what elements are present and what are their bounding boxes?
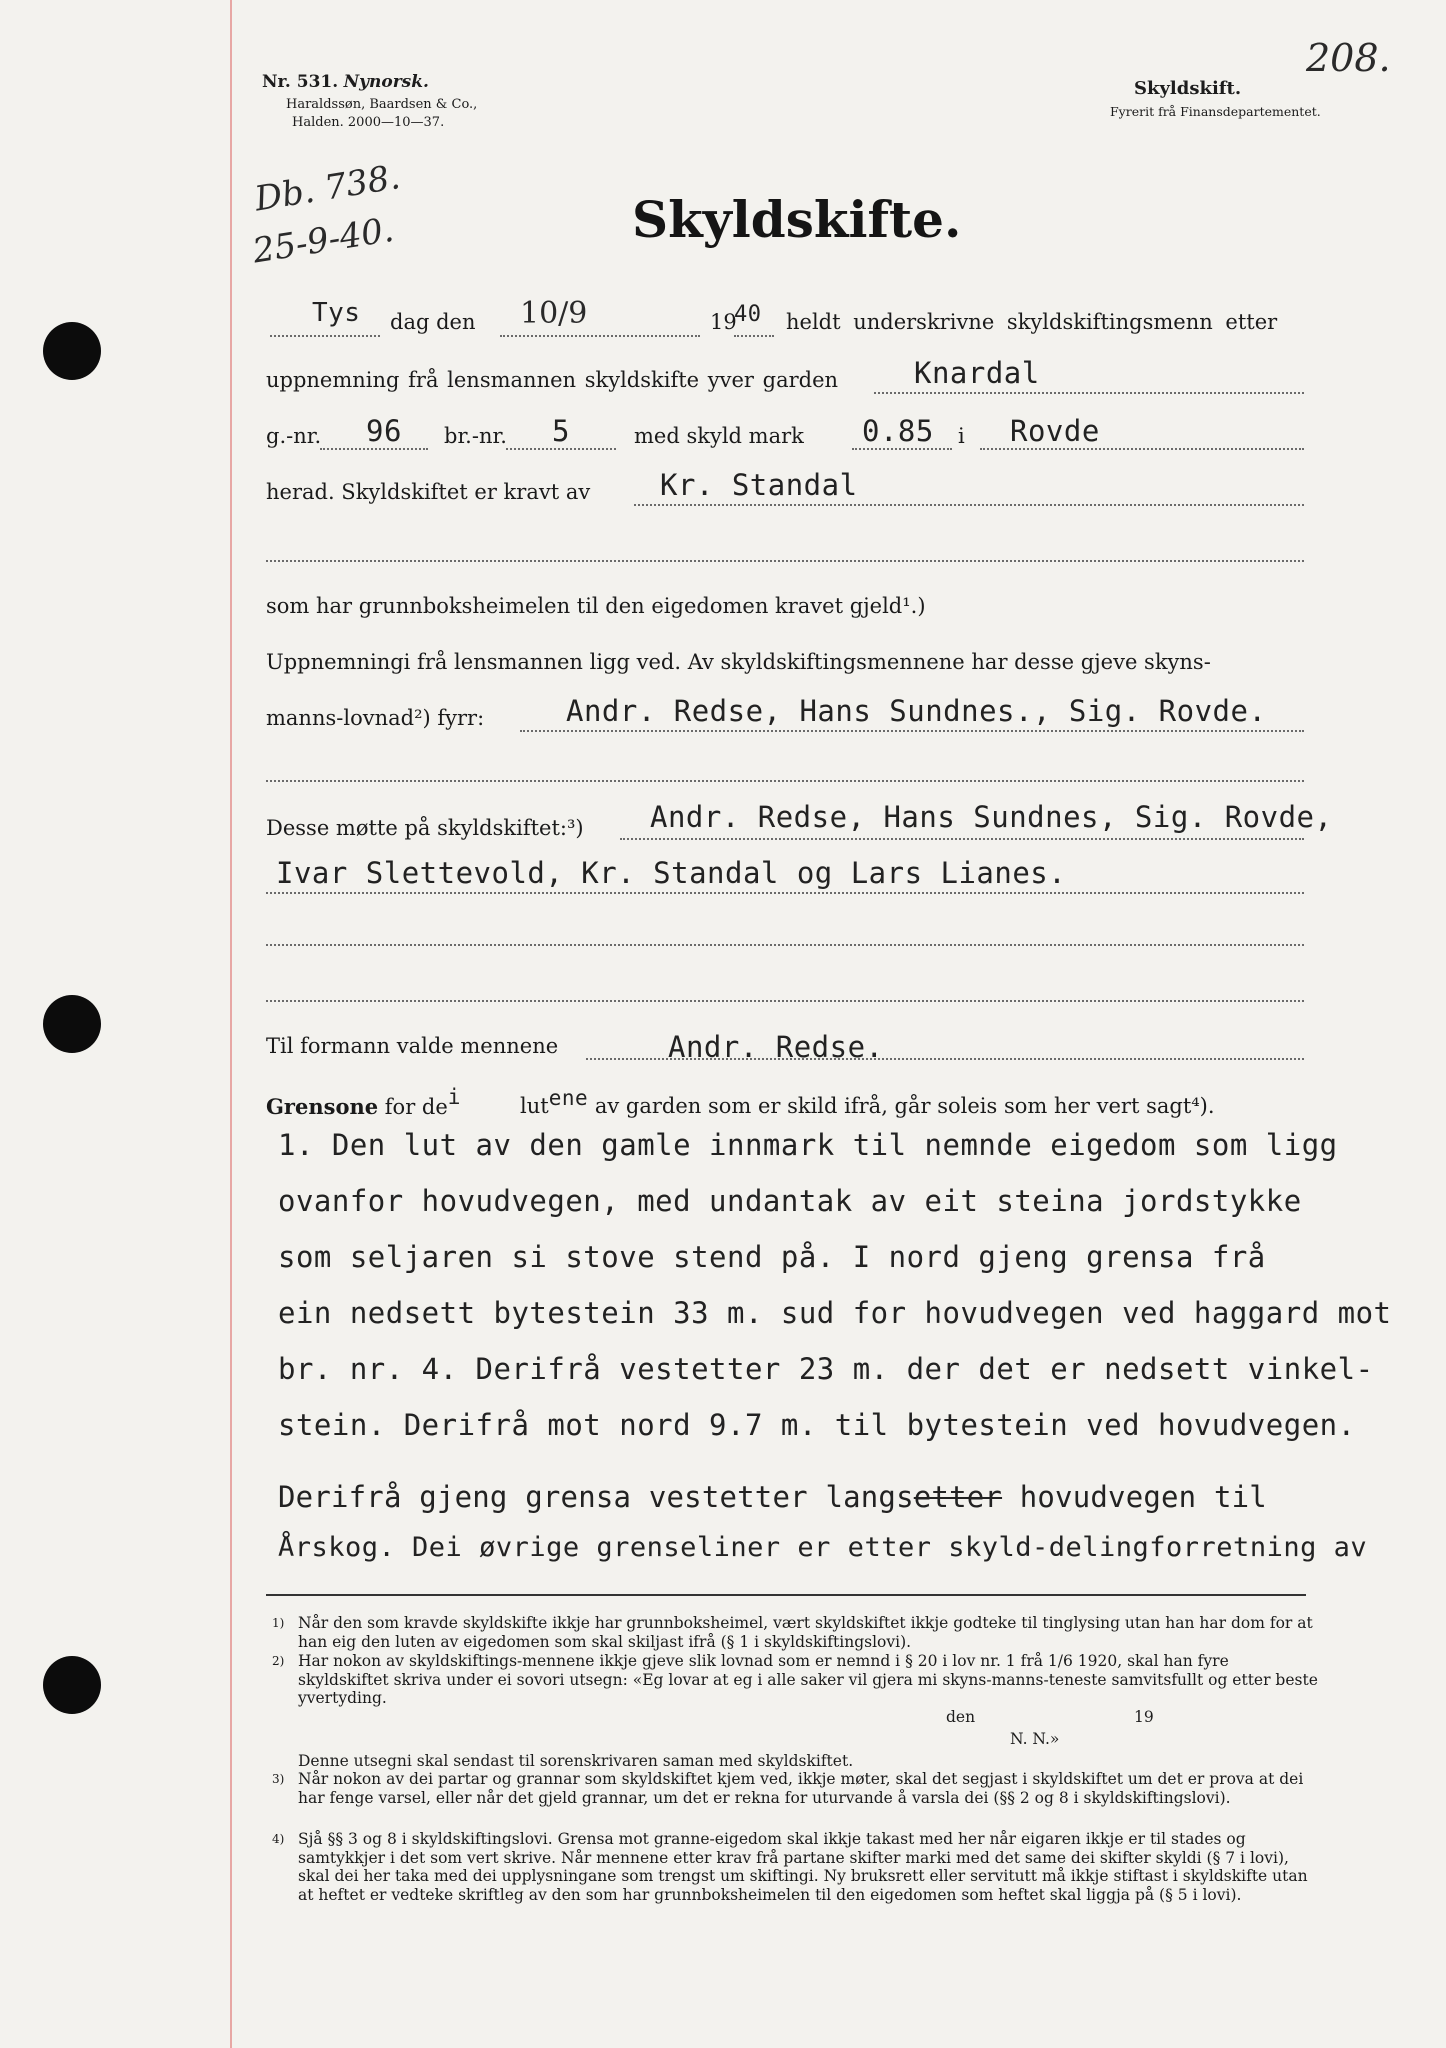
herad-text: herad. Skyldskiftet er kravt av [266,480,591,504]
boundary-text-line: som seljaren si stove stend på. I nord gjeng grensa frå [278,1240,1266,1274]
boundary-lut-value: ene [548,1086,589,1110]
fill-line [734,335,774,337]
boundary-text-line [278,1532,1367,1563]
fill-line [852,448,952,450]
footnote-number: 3) [272,1772,285,1786]
fill-line [270,335,380,337]
boundary-text-line: ein nedsett bytestein 33 m. sud for hovudvegen ved haggard mot [278,1296,1392,1330]
publisher-line: Halden. 2000—10—37. [292,115,445,130]
margin-note-date: 25-9-40. [250,209,397,272]
date-value: 10/9 [520,296,588,331]
footnote-rule [266,1594,1306,1596]
struck-text: etter [913,1480,1003,1514]
page-title: Skyldskifte. [632,190,962,249]
bnr-value: 5 [552,414,570,448]
grunnbok-text: som har grunnboksheimelen til den eigedomen kravet gjeld¹.) [266,594,926,618]
boundary-text-line [278,1480,1267,1514]
fill-line [634,504,1304,506]
typed-segment: Årskog. Dei øvrige grenseliner er etter skyld-deling [278,1532,1150,1563]
footnote-3 [272,1770,1318,1807]
gnr-label: g.-nr. [266,424,322,448]
fill-line [266,560,1304,562]
form-name: Skyldskift. [1134,78,1242,99]
year-value: 40 [734,302,762,327]
boundary-for-de-value: i [447,1085,461,1109]
typed-segment: forretning av [1149,1532,1368,1563]
form-approval: Fyrerit frå Finansdepartementet. [1110,104,1321,119]
signature-placeholder: N. N.» [1010,1730,1060,1748]
weekday-value: Tys [312,298,361,328]
footnote-1 [272,1614,1318,1651]
boundary-label: Grensone [266,1094,379,1119]
i-label: i [958,424,965,448]
fill-line [506,448,616,450]
fill-line [266,1000,1304,1002]
municipality-value: Rovde [1010,414,1100,448]
footnote-text: Sjå §§ 3 og 8 i skyldskiftingslovi. Grensa mot granne-eigedom skal ikkje takast med her når eigaren ikkje er til stades og samtykkjer i det som vert skrive. Når mennene etter krav frå partane skifter marki med det same dei skifter skyldi (§ 7 i lovi), skal dei her taka med dei upplysningane som trengst um skiftingi. Ny bruksrett eller servitutt må ikkje stiftast i skyldskifte utan at heftet er vedteke skriftleg av den som har grunnboksheimelen til den eigedomen som heftet skal liggja på (§ 5 i lovi). [298,1830,1308,1904]
present-value-line1: Andr. Redse, Hans Sundnes, Sig. Rovde, [650,800,1333,834]
punch-hole [43,1656,101,1714]
den-label: den [946,1708,976,1726]
present-label: Desse møtte på skyldskiftet:³) [266,816,584,840]
bnr-label: br.-nr. [444,424,507,448]
boundary-text-line: br. nr. 4. Derifrå vestetter 23 m. der det er nedsett vinkel- [278,1352,1374,1386]
handwritten-page-number: 208. [1306,36,1391,80]
oath-value: Andr. Redse, Hans Sundnes., Sig. Rovde. [566,694,1267,728]
footnote-number: 2) [272,1654,285,1668]
held-text: heldt underskrivne skyldskiftingsmenn etter [786,310,1278,334]
fill-line [266,780,1304,782]
punch-hole [43,995,101,1053]
skyld-label: med skyld mark [634,424,804,448]
fill-line [520,730,1304,732]
footnote-number: 4) [272,1832,285,1846]
form-language: Nynorsk. [343,72,429,92]
footnote-text: Når den som kravde skyldskifte ikkje har grunnboksheimel, vært skyldskiftet ikkje godteke til tinglysing utan han har dom for at han eig den luten av eigedomen som skal skiljast ifrå (§ 1 i skyldskiftingslovi). [298,1614,1313,1651]
fill-line [266,892,1304,894]
fill-line [620,838,1304,840]
footnote-text: Når nokon av dei partar og grannar som skyldskiftet kjem ved, ikkje møter, skal det segjast i skyldskiftet um det er prova at dei har fenge varsel, eller når det gjeld grannar, um det er rekna for uturvande å varsla dei (§§ 2 og 8 i skyldskiftingslovi). [298,1770,1304,1807]
skyld-value: 0.85 [862,414,934,448]
requester-value: Kr. Standal [660,468,858,502]
margin-note-reference: Db. 738. [252,157,403,220]
typed-segment: hovudvegen til [1019,1480,1267,1514]
boundary-rest: av garden som er skild ifrå, går soleis som her vert sagt⁴). [594,1094,1215,1118]
boundary-text-line: ovanfor hovudvegen, med undantak av eit steina jordstykke [278,1184,1302,1218]
form-number-line [262,72,429,92]
footnote-2 [272,1652,1318,1708]
present-value-line2: Ivar Slettevold, Kr. Standal og Lars Lianes. [276,856,1067,890]
fill-line [586,1058,1304,1060]
year-prefix-footnote: 19 [1134,1708,1154,1726]
margin-rule [230,0,232,2048]
boundary-for-de: for de [384,1095,448,1119]
footnote-text: Har nokon av skyldskiftings-mennene ikkje gjeve slik lovnad som er nemnd i § 20 i lov nr. 1 frå 1/6 1920, skal han fyre skyldskiftet skriva under ei sovori utsegn: «Eg lovar at eg i alle saker vil gjera mi skyns-manns-teneste samvitsfullt og etter beste yvertyding. [298,1652,1318,1707]
send-note: Denne utsegni skal sendast til sorenskrivaren saman med skyldskiftet. [298,1752,854,1770]
fill-line [980,448,1304,450]
boundary-text-line: stein. Derifrå mot nord 9.7 m. til bytestein ved hovudvegen. [278,1408,1356,1442]
boundary-text-line: 1. Den lut av den gamle innmark til nemnde eigedom som ligg [278,1128,1338,1162]
gnr-value: 96 [366,414,402,448]
fill-line [320,448,428,450]
boundary-lut: lut [520,1094,549,1118]
fill-line [266,944,1304,946]
footnote-4 [272,1830,1318,1904]
form-number: Nr. 531. [262,72,339,92]
oath-label: manns-lovnad²) fyrr: [266,706,485,730]
appointment-attached-text: Uppnemningi frå lensmannen ligg ved. Av skyldskiftingsmennene har desse gjeve skyns- [266,650,1211,674]
typed-segment: Derifrå gjeng grensa vestetter langs [278,1480,914,1514]
publisher-line: Haraldssøn, Baardsen & Co., [286,97,478,112]
year-prefix: 19 [710,310,737,334]
fill-line [500,335,700,337]
farm-value: Knardal [914,356,1040,390]
footnote-number: 1) [272,1616,285,1630]
fill-line [874,392,1304,394]
weekday-label: dag den [390,310,476,334]
appointment-text: uppnemning frå lensmannen skyldskifte yver garden [266,368,839,392]
chairman-label: Til formann valde mennene [266,1034,559,1058]
punch-hole [43,322,101,380]
chairman-value: Andr. Redse. [668,1030,884,1064]
